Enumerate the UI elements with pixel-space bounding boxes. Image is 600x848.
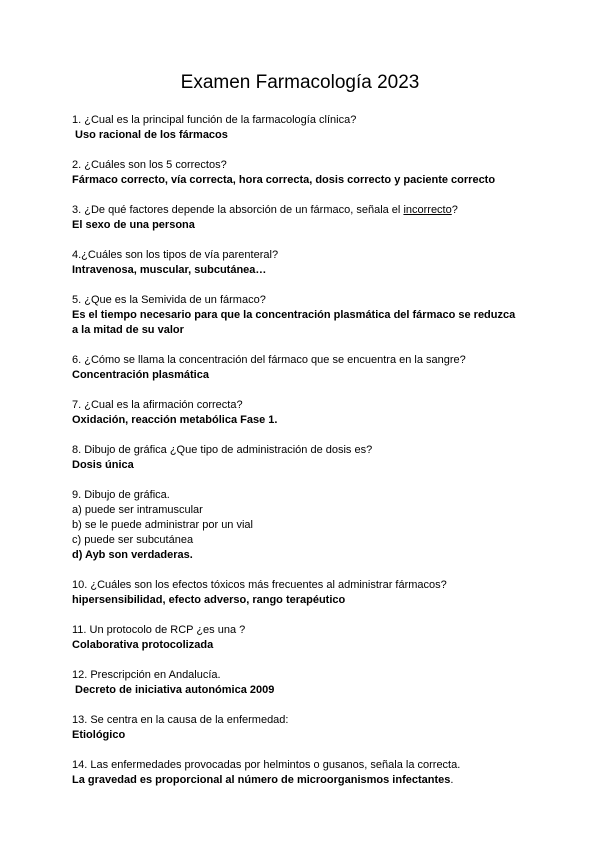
- question-text: 5. ¿Que es la Semivida de un fármaco?: [72, 294, 266, 306]
- answer-text: Fármaco correcto, vía correcta, hora correcta, dosis correcto y paciente correcto: [72, 174, 496, 186]
- question-text: 12. Prescripción en Andalucía.: [72, 669, 221, 681]
- question-item-10: [72, 578, 542, 608]
- question-text: 13. Se centra en la causa de la enfermedad:: [72, 714, 289, 726]
- option-text: a) puede ser intramuscular: [72, 504, 203, 516]
- question-text: 8. Dibujo de gráfica ¿Que tipo de administración de dosis es?: [72, 444, 373, 456]
- answer-text: Colaborativa protocolizada: [72, 639, 214, 651]
- answer-text: [72, 773, 542, 788]
- question-text: [72, 203, 542, 218]
- answer-text: Decreto de iniciativa autonómica 2009: [72, 684, 275, 696]
- answer-text: Etiológico: [72, 729, 126, 741]
- underlined-word: incorrecto: [403, 204, 452, 216]
- option-text: b) se le puede administrar por un vial: [72, 519, 253, 531]
- answer-text: Uso racional de los fármacos: [72, 129, 228, 141]
- question-text-part: ?: [451, 204, 458, 216]
- question-text-part: 3. ¿De qué factores depende la absorción de un fármaco, señala el: [72, 204, 404, 216]
- question-item-7: [72, 398, 542, 428]
- question-text: 7. ¿Cual es la afirmación correcta?: [72, 399, 243, 411]
- answer-text: Dosis única: [72, 459, 134, 471]
- answer-text: d) Ayb son verdaderas.: [72, 549, 193, 561]
- question-text: 4.¿Cuáles son los tipos de vía parenteral?: [72, 249, 279, 261]
- question-item-1: [72, 113, 542, 143]
- answer-text: El sexo de una persona: [72, 219, 195, 231]
- question-item-14: [72, 758, 542, 788]
- question-item-5: [72, 293, 542, 338]
- question-item-8: [72, 443, 542, 473]
- page-title: Examen Farmacología 2023: [180, 72, 420, 93]
- question-item-13: [72, 713, 542, 743]
- question-item-12: [72, 668, 542, 698]
- question-text: 14. Las enfermedades provocadas por helmintos o gusanos, señala la correcta.: [72, 759, 461, 771]
- question-text: 10. ¿Cuáles son los efectos tóxicos más frecuentes al administrar fármacos?: [72, 579, 447, 591]
- question-text: 1. ¿Cual es la principal función de la farmacología clínica?: [72, 114, 357, 126]
- answer-text: Concentración plasmática: [72, 369, 209, 381]
- question-item-3: [72, 203, 542, 233]
- question-item-11: [72, 623, 542, 653]
- answer-text: Oxidación, reacción metabólica Fase 1.: [72, 414, 278, 426]
- answer-text-bold: La gravedad es proporcional al número de microorganismos infectantes: [72, 774, 451, 786]
- answer-text: Intravenosa, muscular, subcutánea…: [72, 264, 267, 276]
- question-text: 9. Dibujo de gráfica.: [72, 489, 170, 501]
- question-text: 6. ¿Cómo se llama la concentración del fármaco que se encuentra en la sangre?: [72, 354, 466, 366]
- question-item-6: [72, 353, 542, 383]
- question-item-2: [72, 158, 542, 188]
- answer-text: a la mitad de su valor: [72, 324, 184, 336]
- question-text: 11. Un protocolo de RCP ¿es una ?: [72, 624, 246, 636]
- question-item-9: [72, 488, 542, 563]
- question-list: [72, 113, 542, 803]
- answer-suffix: .: [450, 774, 454, 786]
- question-text: 2. ¿Cuáles son los 5 correctos?: [72, 159, 227, 171]
- answer-text: Es el tiempo necesario para que la concentración plasmática del fármaco se reduzca: [72, 309, 516, 321]
- answer-text: hipersensibilidad, efecto adverso, rango terapéutico: [72, 594, 346, 606]
- option-text: c) puede ser subcutánea: [72, 534, 194, 546]
- question-item-4: [72, 248, 542, 278]
